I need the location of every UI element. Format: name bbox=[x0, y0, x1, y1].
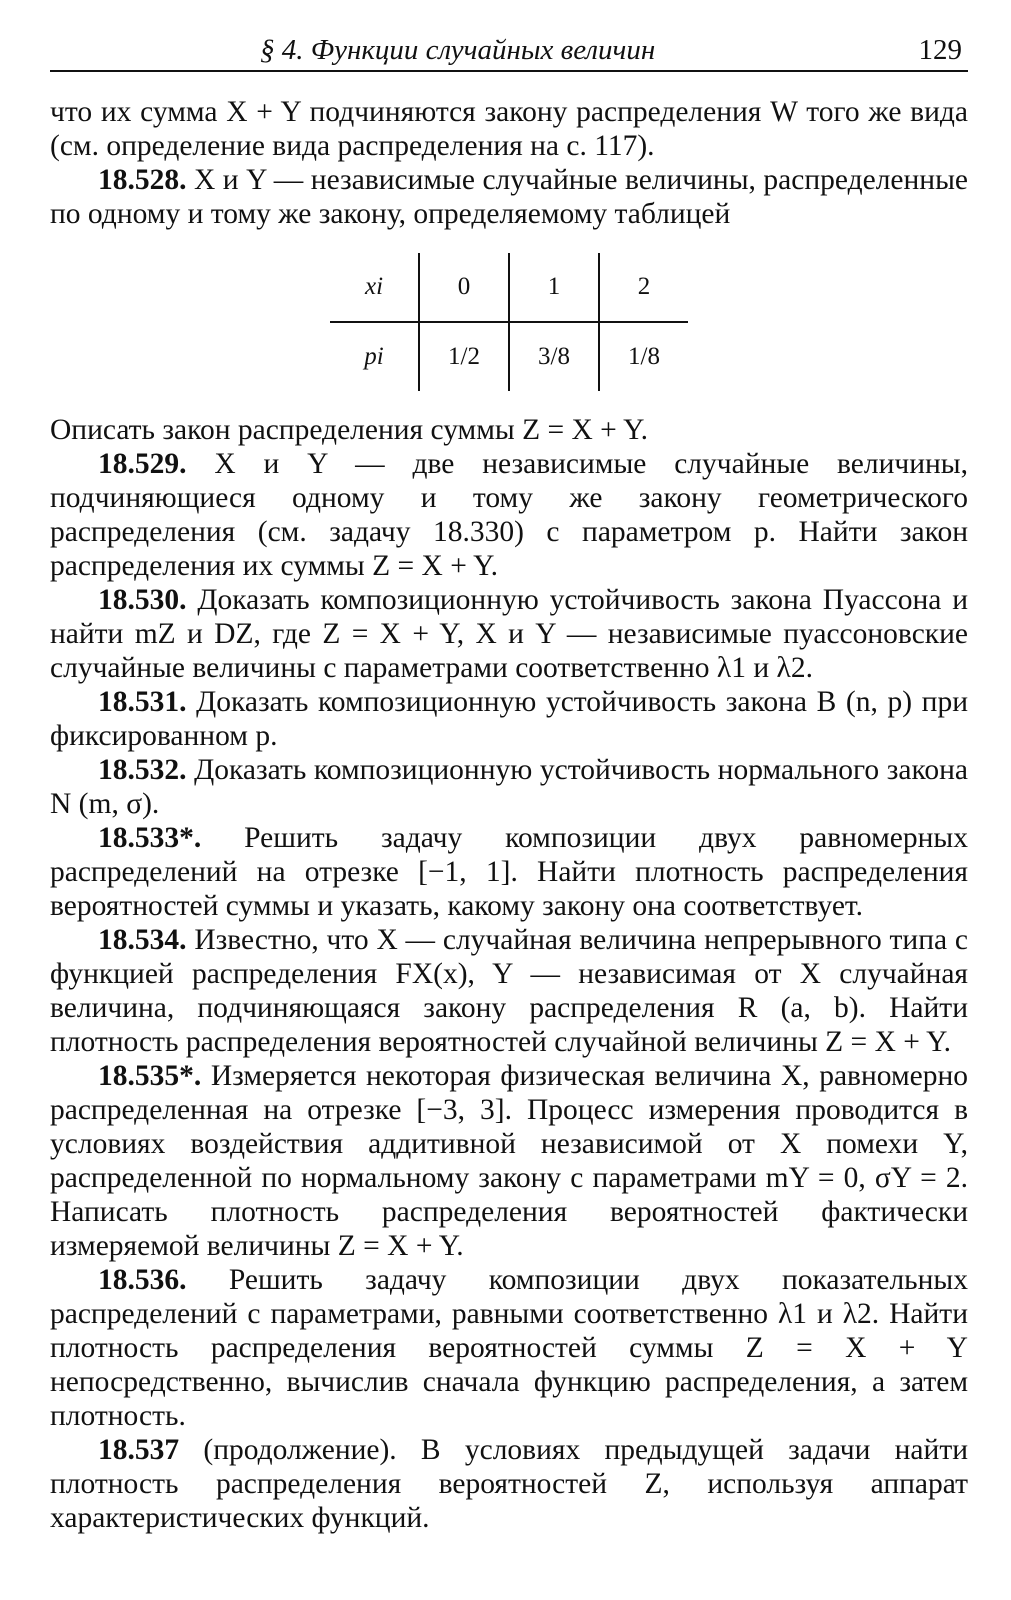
distribution-table bbox=[330, 253, 688, 391]
problem-18-534 bbox=[50, 923, 968, 1059]
problem-text: Описать закон распределения суммы Z = X + Y. bbox=[50, 414, 648, 446]
table-cell: 3/8 bbox=[509, 322, 599, 391]
page-number: 129 bbox=[918, 34, 962, 66]
problem-number: 18.529. bbox=[98, 448, 187, 480]
problem-text: X и Y — независимые случайные величины, распределенные по одному и тому же закону, определяемому таблицей bbox=[50, 164, 968, 230]
problem-number: 18.537 bbox=[98, 1434, 180, 1466]
problem-number: 18.531. bbox=[98, 686, 187, 718]
problem-18-537 bbox=[50, 1433, 968, 1535]
problem-text: (продолжение). В условиях предыдущей задачи найти плотность распределения вероятностей Z, используя аппарат характеристических функций. bbox=[50, 1434, 968, 1534]
table-row-p bbox=[330, 322, 688, 391]
problem-text: Доказать композиционную устойчивость закона B (n, p) при фиксированном p. bbox=[50, 686, 968, 752]
row-label-p: pi bbox=[364, 343, 384, 370]
table-cell: 2 bbox=[599, 253, 688, 322]
problem-text: Решить задачу композиции двух равномерных распределений на отрезке [−1, 1]. Найти плотность распределения вероятностей суммы и указать, какому закону она соответствует. bbox=[50, 822, 968, 922]
section-title: § 4. Функции случайных величин bbox=[260, 34, 656, 66]
row-label-x: xi bbox=[330, 253, 419, 322]
problem-text: Доказать композиционную устойчивость закона Пуассона и найти mZ и DZ, где Z = X + Y, X и Y — независимые пуассоновские случайные величины с параметрами соответственно λ1 и λ2. bbox=[50, 584, 968, 684]
problem-number: 18.535*. bbox=[98, 1060, 202, 1092]
table-row-x bbox=[330, 253, 688, 322]
problem-18-535 bbox=[50, 1059, 968, 1263]
problem-number: 18.532. bbox=[98, 754, 187, 786]
problem-18-529 bbox=[50, 447, 968, 583]
problem-number: 18.534. bbox=[98, 924, 187, 956]
continued-paragraph bbox=[50, 95, 968, 163]
intro-text: что их сумма X + Y подчиняются закону распределения W того же вида (см. определение вида распределения на с. 117). bbox=[50, 96, 968, 162]
problem-18-530 bbox=[50, 583, 968, 685]
problem-text: Доказать композиционную устойчивость нормального закона N (m, σ). bbox=[50, 754, 968, 820]
table-cell: 1/8 bbox=[599, 322, 688, 391]
problem-text: Решить задачу композиции двух показательных распределений с параметрами, равными соответственно λ1 и λ2. Найти плотность распределения вероятностей суммы Z = X + Y непосредственно, вычислив сначала функцию распределения, а затем плотность. bbox=[50, 1264, 968, 1432]
problem-number: 18.536. bbox=[98, 1264, 187, 1296]
problem-18-533 bbox=[50, 821, 968, 923]
problem-text: Измеряется некоторая физическая величина X, равномерно распределенная на отрезке [−3, 3]. Процесс измерения проводится в условиях воздействия аддитивной независимой от X помехи Y, распределенной по нормальному закону с параметрами mY = 0, σY = 2. Написать плотность распределения вероятностей фактически измеряемой величины Z = X + Y. bbox=[50, 1060, 969, 1262]
table-cell: 1/2 bbox=[419, 322, 509, 391]
problem-number: 18.533*. bbox=[98, 822, 202, 854]
problem-18-531 bbox=[50, 685, 968, 753]
problem-18-528-continuation bbox=[50, 413, 968, 447]
problem-18-528 bbox=[50, 163, 968, 231]
problem-text: X и Y — две независимые случайные величины, подчиняющиеся одному и тому же закону геометрического распределения (см. задачу 18.330) с параметром p. Найти закон распределения их суммы Z = X + Y. bbox=[50, 448, 968, 582]
running-header bbox=[50, 30, 968, 72]
problem-number: 18.530. bbox=[98, 584, 187, 616]
problem-text: Известно, что X — случайная величина непрерывного типа с функцией распределения FX(x), Y — независимая от X случайная величина, подчиняющаяся закону распределения R (a, b). Найти плотность распределения вероятностей случайной величины Z = X + Y. bbox=[50, 924, 968, 1058]
table-cell: 1 bbox=[509, 253, 599, 322]
table-cell: 0 bbox=[419, 253, 509, 322]
problem-18-532 bbox=[50, 753, 968, 821]
page-body bbox=[50, 95, 968, 1535]
problem-number: 18.528. bbox=[98, 164, 187, 196]
problem-18-536 bbox=[50, 1263, 968, 1433]
